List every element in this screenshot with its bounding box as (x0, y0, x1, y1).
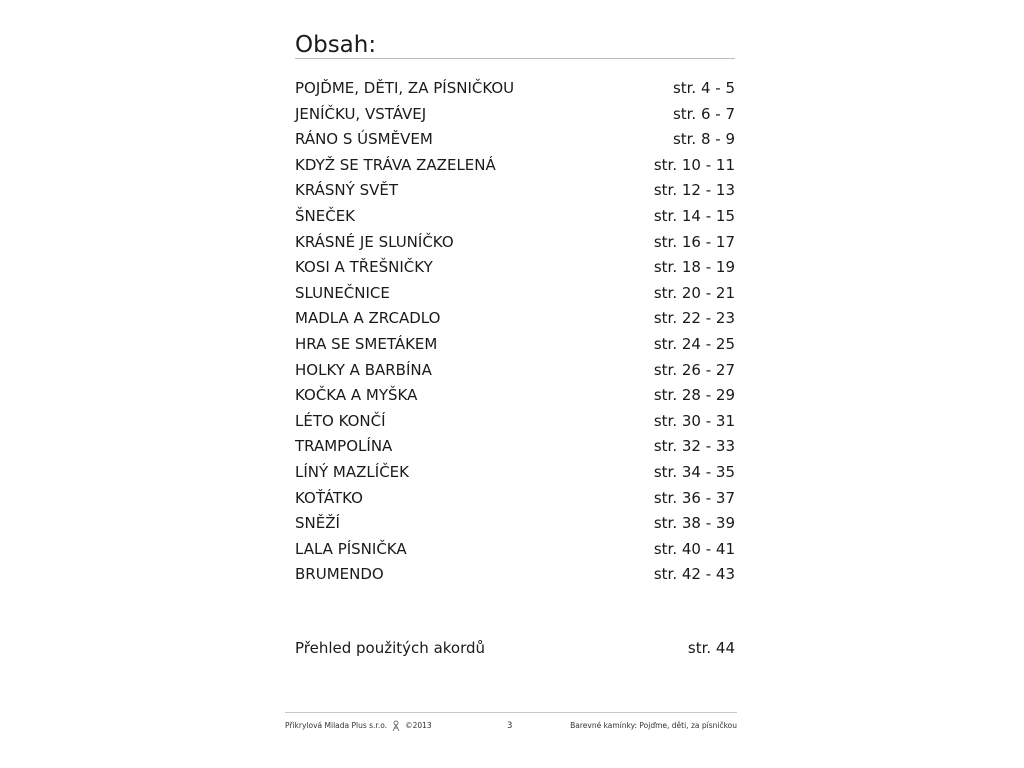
toc-entry-pages: str. 34 - 35 (653, 462, 735, 481)
toc-entry-title: SNĚŽÍ (295, 514, 340, 533)
chords-overview-title: Přehled použitých akordů (295, 639, 486, 657)
footer-publisher (285, 718, 432, 734)
toc-entry-pages: str. 42 - 43 (653, 565, 735, 584)
book-title: Barevné kamínky: Pojďme, děti, za písničkou (570, 721, 737, 730)
toc-entry-pages: str. 26 - 27 (653, 360, 735, 379)
toc-entry-pages: str. 18 - 19 (653, 258, 735, 277)
toc-entry (295, 383, 735, 409)
toc-entry (295, 76, 735, 102)
toc-entry-pages: str. 40 - 41 (653, 539, 735, 558)
toc-entry-pages: str. 16 - 17 (653, 232, 735, 251)
toc-entry (295, 332, 735, 358)
toc-entry-pages: str. 24 - 25 (653, 334, 735, 353)
toc-entry (295, 358, 735, 384)
toc-entry-title: KDYŽ SE TRÁVA ZAZELENÁ (295, 155, 496, 174)
toc-entry (295, 153, 735, 179)
page-number: 3 (507, 721, 513, 731)
toc-entry-pages: str. 12 - 13 (653, 181, 735, 200)
toc-entry-title: KRÁSNÉ JE SLUNÍČKO (295, 232, 454, 251)
toc-entry (295, 409, 735, 435)
toc-entry (295, 127, 735, 153)
toc-entry-pages: str. 10 - 11 (653, 155, 735, 174)
toc-entry-pages: str. 22 - 23 (653, 309, 735, 328)
copyright-text: ©2013 (405, 721, 432, 730)
toc-entry-pages: str. 36 - 37 (653, 488, 735, 507)
toc-entry-title: LÍNÝ MAZLÍČEK (295, 462, 409, 481)
toc-entry-title: MADLA A ZRCADLO (295, 309, 441, 328)
toc-entry-pages: str. 38 - 39 (653, 514, 735, 533)
toc-entry-pages: str. 8 - 9 (672, 130, 735, 149)
toc-entry (295, 102, 735, 128)
toc-entry (295, 306, 735, 332)
toc-entry-title: JENÍČKU, VSTÁVEJ (295, 104, 427, 123)
toc-entry-pages: str. 28 - 29 (653, 386, 735, 405)
publisher-logo-icon (391, 720, 401, 732)
document-page (295, 22, 735, 742)
toc-entry (295, 460, 735, 486)
toc-entry (295, 255, 735, 281)
toc-entry-title: KRÁSNÝ SVĚT (295, 181, 399, 200)
toc-entry-title: ŠNEČEK (295, 206, 356, 225)
toc-entry (295, 204, 735, 230)
chords-overview-pages: str. 44 (687, 639, 735, 657)
table-of-contents (295, 76, 735, 588)
toc-entry-title: TRAMPOLÍNA (295, 437, 393, 456)
toc-entry (295, 537, 735, 563)
toc-entry-title: BRUMENDO (295, 565, 384, 584)
toc-entry (295, 230, 735, 256)
toc-entry-pages: str. 4 - 5 (672, 79, 735, 97)
toc-entry (295, 511, 735, 537)
page-title: Obsah: (295, 32, 377, 58)
toc-entry (295, 486, 735, 512)
toc-entry-pages: str. 20 - 21 (653, 283, 735, 302)
toc-entry-pages: str. 14 - 15 (653, 206, 735, 225)
page-footer (285, 718, 737, 734)
publisher-name: Přikrylová Milada Plus s.r.o. (285, 721, 388, 730)
toc-entry (295, 178, 735, 204)
toc-entry-title: KOŤÁTKO (295, 488, 363, 507)
toc-entry-pages: str. 30 - 31 (653, 411, 735, 430)
toc-entry-title: LÉTO KONČÍ (295, 411, 386, 430)
toc-entry-pages: str. 32 - 33 (653, 437, 735, 456)
toc-entry-title: RÁNO S ÚSMĚVEM (295, 130, 433, 149)
toc-entry (295, 434, 735, 460)
footer-divider (285, 712, 737, 713)
toc-entry-title: POJĎME, DĚTI, ZA PÍSNIČKOU (295, 79, 515, 97)
toc-entry-title: HOLKY A BARBÍNA (295, 360, 432, 379)
toc-entry (295, 562, 735, 588)
toc-entry-title: KOSI A TŘEŠNIČKY (295, 258, 433, 277)
toc-entry-title: SLUNEČNICE (295, 283, 390, 302)
title-divider (295, 58, 735, 59)
toc-entry-title: LALA PÍSNIČKA (295, 539, 407, 558)
chords-overview-entry (295, 636, 735, 661)
toc-entry-pages: str. 6 - 7 (672, 104, 735, 123)
toc-entry-title: KOČKA A MYŠKA (295, 386, 418, 405)
toc-entry (295, 281, 735, 307)
toc-entry-title: HRA SE SMETÁKEM (295, 334, 438, 353)
